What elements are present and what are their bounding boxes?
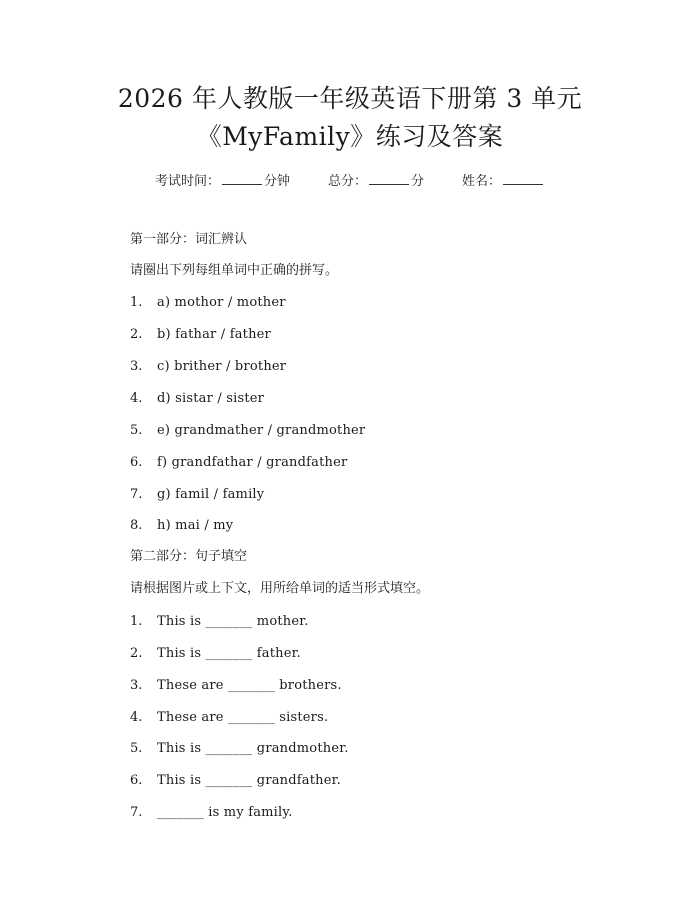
item-text: d) sistar / sister (157, 391, 265, 406)
item-text: a) mothor / mother (157, 295, 286, 310)
item-number: 4. (130, 710, 143, 725)
item-number: 7. (130, 805, 143, 820)
item-text: This is _______ mother. (157, 614, 309, 629)
part2-item (130, 710, 328, 726)
item-number: 2. (130, 327, 143, 342)
item-text: f) grandfathar / grandfather (157, 455, 348, 470)
part1-item (130, 295, 286, 311)
item-text: This is _______ grandmother. (157, 741, 349, 756)
item-number: 1. (130, 295, 143, 310)
student-name-blank (503, 172, 543, 185)
item-number: 7. (130, 487, 143, 502)
item-number: 8. (130, 518, 143, 533)
item-text: c) brither / brother (157, 359, 287, 374)
exam-time-unit: 分钟 (263, 174, 290, 189)
item-text: These are _______ brothers. (157, 678, 342, 693)
item-number: 6. (130, 455, 143, 470)
exam-meta-row (0, 170, 700, 189)
part2-item (130, 741, 349, 757)
item-number: 6. (130, 773, 143, 788)
part1-item (130, 518, 233, 534)
item-text: e) grandmather / grandmother (157, 423, 366, 438)
part1-heading: 第一部分：词汇辨认 (130, 232, 248, 247)
total-score-label: 总分： (327, 174, 367, 189)
part2-item (130, 805, 293, 821)
item-text: b) fathar / father (157, 327, 271, 342)
part2-item (130, 773, 341, 789)
item-number: 5. (130, 741, 143, 756)
total-score-blank (369, 172, 409, 185)
item-number: 4. (130, 391, 143, 406)
item-text: g) famil / family (157, 487, 265, 502)
item-text: _______ is my family. (157, 805, 293, 820)
item-number: 3. (130, 359, 143, 374)
item-text: h) mai / my (157, 518, 234, 533)
exam-time-blank (222, 172, 262, 185)
part2-item (130, 678, 342, 694)
part1-item (130, 455, 347, 471)
student-name-label: 姓名： (462, 174, 502, 189)
item-number: 3. (130, 678, 143, 693)
exam-time-label: 考试时间： (154, 174, 220, 189)
item-number: 1. (130, 614, 143, 629)
part1-item (130, 423, 365, 439)
item-text: This is _______ grandfather. (157, 773, 341, 788)
part2-item (130, 614, 309, 630)
part1-item (130, 487, 264, 503)
total-score-unit: 分 (411, 174, 425, 189)
document-title-line-1: 2026 年人教版一年级英语下册第 3 单元 (117, 84, 583, 113)
part1-instruction: 请圈出下列每组单词中正确的拼写。 (130, 263, 339, 278)
part2-item (130, 646, 301, 662)
part1-item (130, 327, 271, 343)
document-title-line-2: 《MyFamily》练习及答案 (196, 122, 504, 151)
item-text: This is _______ father. (157, 646, 301, 661)
item-number: 2. (130, 646, 143, 661)
part1-item (130, 359, 286, 375)
part2-heading: 第二部分：句子填空 (130, 549, 248, 564)
part1-item (130, 391, 264, 407)
item-number: 5. (130, 423, 143, 438)
part2-instruction: 请根据图片或上下文，用所给单词的适当形式填空。 (130, 581, 430, 596)
item-text: These are _______ sisters. (157, 710, 329, 725)
